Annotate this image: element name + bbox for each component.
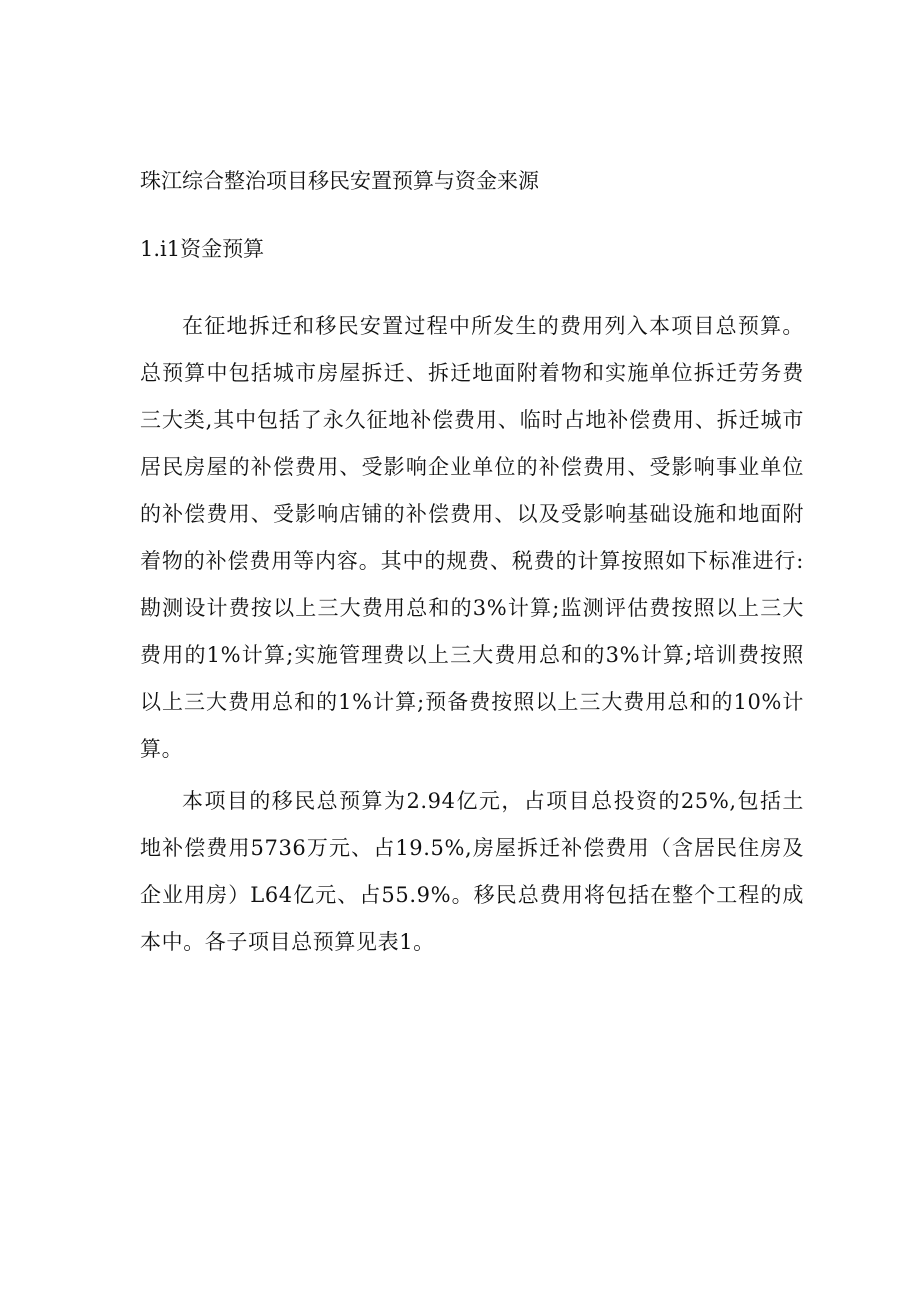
section-heading: 1.i1资金预算 (140, 237, 265, 261)
paragraph-budget-composition: 在征地拆迁和移民安置过程中所发生的费用列入本项目总预算。总预算中包括城市房屋拆迁、拆迁地面附着物和实施单位拆迁劳务费三大类,其中包括了永久征地补偿费用、临时占地补偿费用、拆迁城市居民房屋的补偿费用、受影响企业单位的补偿费用、受影响事业单位的补偿费用、受影响店铺的补偿费用、以及受影响基础设施和地面附着物的补偿费用等内容。其中的规费、税费的计算按照如下标准进行:勘测设计费按以上三大费用总和的3%计算;监测评估费按照以上三大费用的1%计算;实施管理费以上三大费用总和的3%计算;培训费按照以上三大费用总和的1%计算;预备费按照以上三大费用总和的10%计算。 (140, 314, 804, 761)
paragraph-total-budget: 本项目的移民总预算为2.94亿元，占项目总投资的25%,包括土地补偿费用5736万元、占19.5%,房屋拆迁补偿费用（含居民住房及企业用房）L64亿元、占55.9%。移民总费用将包括在整个工程的成本中。各子项目总预算见表1。 (140, 789, 804, 954)
document-title: 珠江综合整治项目移民安置预算与资金来源 (140, 169, 539, 193)
